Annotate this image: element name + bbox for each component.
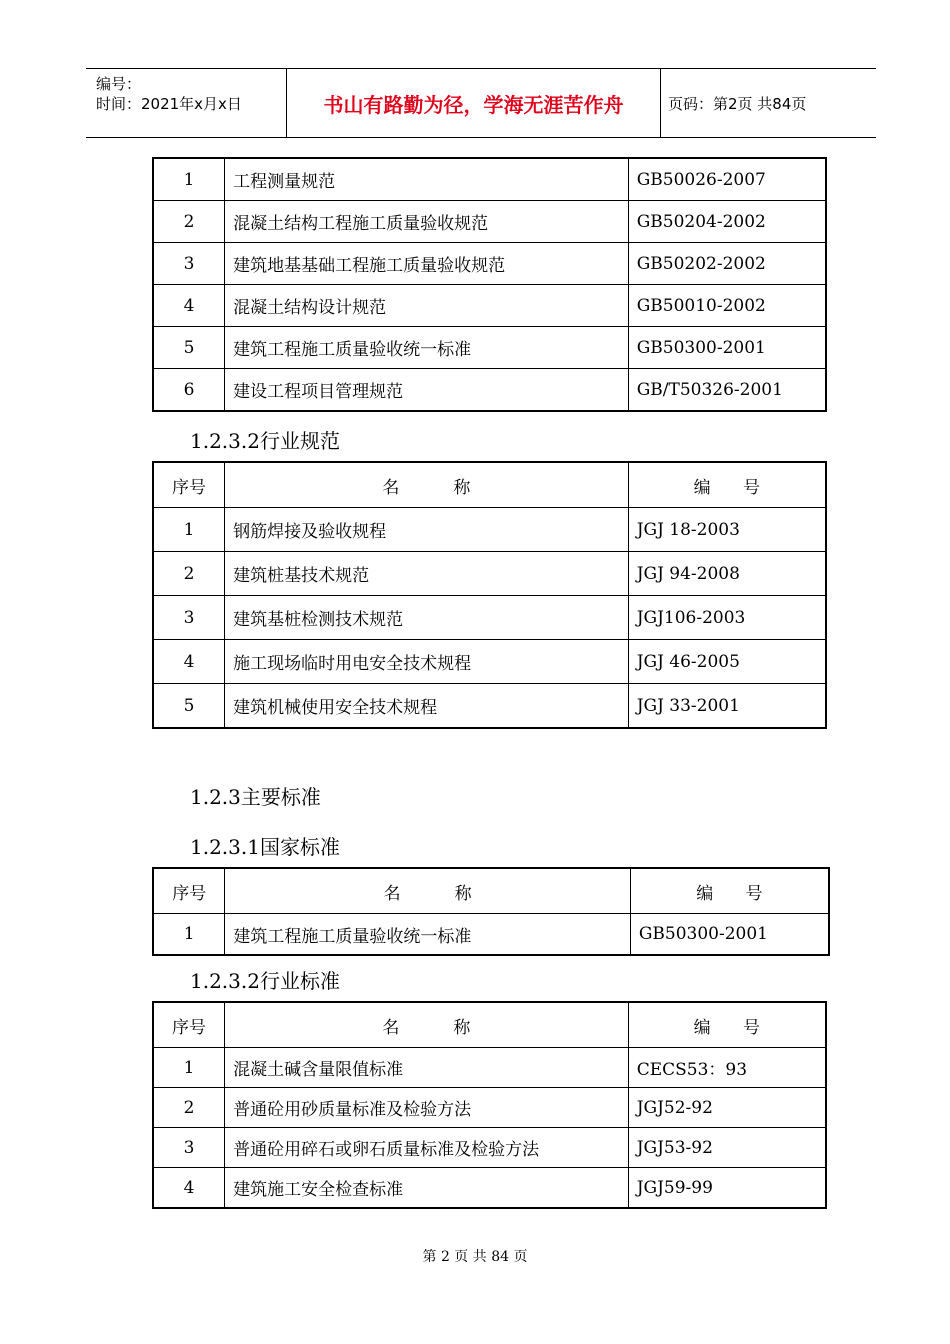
row-name: 建筑工程施工质量验收统一标准: [225, 327, 629, 369]
column-header-code: 编 号: [628, 1003, 825, 1048]
industry-specs-table: [153, 462, 826, 728]
row-code: JGJ52-92: [628, 1088, 825, 1128]
row-number: 3: [154, 596, 225, 640]
row-name: 普通砼用碎石或卵石质量标准及检验方法: [225, 1128, 629, 1168]
header-meta: [86, 69, 287, 137]
column-header-no: 序号: [154, 463, 225, 508]
industry-standards-table: [153, 1002, 826, 1208]
row-code: JGJ53-92: [628, 1128, 825, 1168]
row-name: 施工现场临时用电安全技术规程: [225, 640, 629, 684]
row-number: 3: [154, 1128, 225, 1168]
column-header-no: 序号: [154, 1003, 225, 1048]
table-row: [154, 1128, 826, 1168]
table-row: [154, 1088, 826, 1128]
table-row: [154, 159, 826, 201]
row-name: 建筑施工安全检查标准: [225, 1168, 629, 1208]
row-name: 钢筋焊接及验收规程: [225, 508, 629, 552]
table-row: [154, 1168, 826, 1208]
time-label: 时间：2021年x月x日: [96, 95, 242, 113]
column-header-name: 名 称: [225, 1003, 629, 1048]
table-row: [154, 369, 826, 411]
page-footer: 第 2 页 共 84 页: [422, 1249, 528, 1265]
national-specs-table: [153, 158, 826, 411]
row-code: JGJ59-99: [628, 1168, 825, 1208]
row-name: 混凝土碱含量限值标准: [225, 1048, 629, 1088]
row-code: CECS53：93: [628, 1048, 825, 1088]
page-header: [86, 68, 876, 138]
row-name: 建筑地基基础工程施工质量验收规范: [225, 243, 629, 285]
row-number: 4: [154, 640, 225, 684]
row-code: JGJ 33-2001: [628, 684, 825, 728]
table-row: [154, 201, 826, 243]
table-header-row: [154, 463, 826, 508]
row-code: GB50010-2002: [628, 285, 825, 327]
row-code: GB50026-2007: [628, 159, 825, 201]
table-row: [154, 640, 826, 684]
table-header-row: [154, 1003, 826, 1048]
row-code: JGJ 46-2005: [628, 640, 825, 684]
row-number: 2: [154, 552, 225, 596]
row-number: 6: [154, 369, 225, 411]
table-row: [154, 596, 826, 640]
row-number: 1: [154, 159, 225, 201]
row-number: 1: [154, 508, 225, 552]
table-row: [154, 684, 826, 728]
row-number: 1: [154, 1048, 225, 1088]
table-header-row: [154, 869, 829, 914]
row-number: 4: [154, 1168, 225, 1208]
row-code: GB/T50326-2001: [628, 369, 825, 411]
row-code: JGJ106-2003: [628, 596, 825, 640]
header-page-info: 页码：第2页 共84页: [668, 94, 807, 113]
column-header-no: 序号: [154, 869, 225, 914]
row-number: 2: [154, 201, 225, 243]
section-heading-main-standards: 1.2.3主要标准: [190, 785, 321, 809]
row-number: 4: [154, 285, 225, 327]
column-header-name: 名 称: [225, 463, 629, 508]
section-heading-national-standards: 1.2.3.1国家标准: [190, 835, 340, 859]
row-number: 5: [154, 327, 225, 369]
row-name: 混凝土结构工程施工质量验收规范: [225, 201, 629, 243]
doc-number-label: 编号：: [96, 75, 142, 93]
column-header-code: 编 号: [630, 869, 828, 914]
row-name: 混凝土结构设计规范: [225, 285, 629, 327]
table-row: [154, 914, 829, 955]
row-name: 建筑桩基技术规范: [225, 552, 629, 596]
row-name: 建筑工程施工质量验收统一标准: [225, 914, 630, 955]
row-name: 建设工程项目管理规范: [225, 369, 629, 411]
row-number: 2: [154, 1088, 225, 1128]
row-code: JGJ 18-2003: [628, 508, 825, 552]
section-heading-industry-specs: 1.2.3.2行业规范: [190, 429, 340, 453]
row-code: GB50300-2001: [628, 327, 825, 369]
section-heading-industry-standards: 1.2.3.2行业标准: [190, 969, 340, 993]
header-motto: 书山有路勤为径，学海无涯苦作舟: [287, 69, 661, 137]
row-number: 3: [154, 243, 225, 285]
row-name: 建筑基桩检测技术规范: [225, 596, 629, 640]
row-number: 5: [154, 684, 225, 728]
row-code: GB50202-2002: [628, 243, 825, 285]
table-row: [154, 285, 826, 327]
table-row: [154, 1048, 826, 1088]
national-standards-table: [153, 868, 829, 955]
row-number: 1: [154, 914, 225, 955]
row-code: JGJ 94-2008: [628, 552, 825, 596]
column-header-name: 名 称: [225, 869, 630, 914]
table-row: [154, 243, 826, 285]
row-name: 普通砼用砂质量标准及检验方法: [225, 1088, 629, 1128]
table-row: [154, 508, 826, 552]
table-row: [154, 552, 826, 596]
row-name: 工程测量规范: [225, 159, 629, 201]
row-code: GB50204-2002: [628, 201, 825, 243]
table-row: [154, 327, 826, 369]
row-name: 建筑机械使用安全技术规程: [225, 684, 629, 728]
column-header-code: 编 号: [628, 463, 825, 508]
row-code: GB50300-2001: [630, 914, 828, 955]
